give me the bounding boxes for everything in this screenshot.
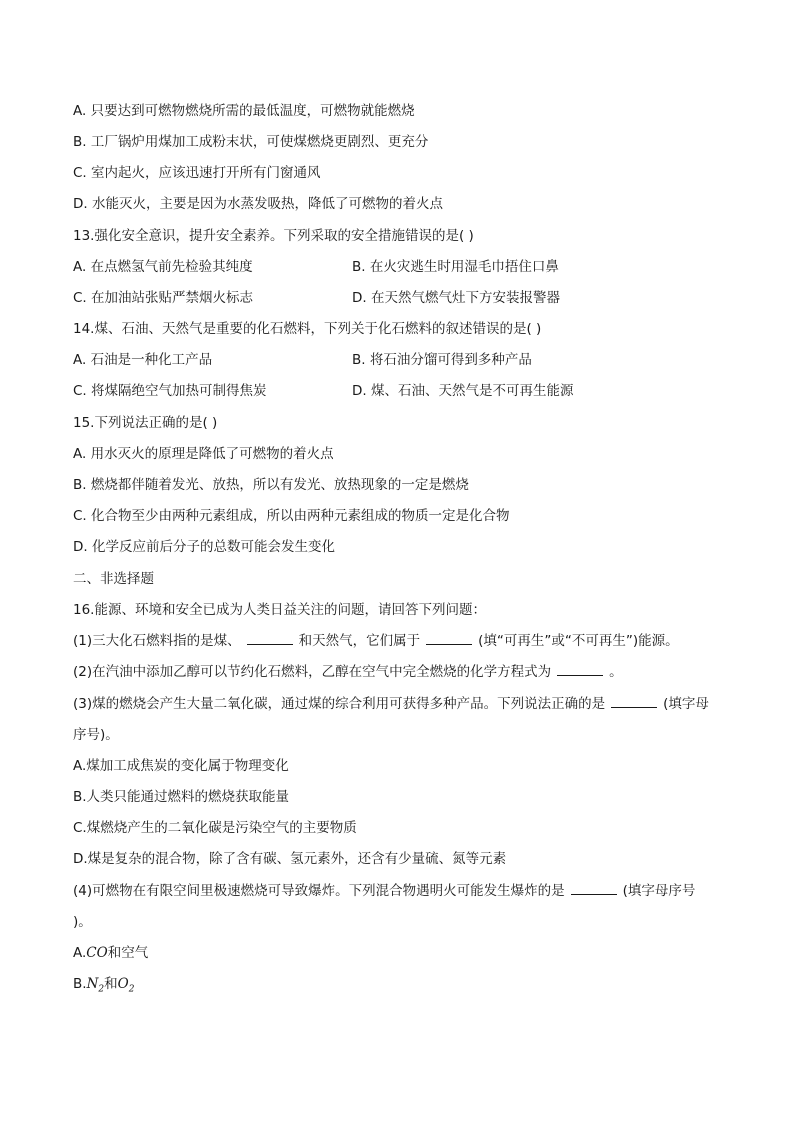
- answer-blank[interactable]: [611, 695, 657, 708]
- q16-part4: [73, 882, 695, 900]
- q16-part3-option-d: D.煤是复杂的混合物，除了含有碳、氢元素外，还含有少量硫、氮等元素: [73, 851, 507, 867]
- chem-formula: [86, 976, 105, 995]
- option-letter: A.: [73, 945, 87, 961]
- q16-part4-option-b: [73, 975, 134, 999]
- q15-stem: 15.下列说法正确的是( ): [73, 415, 218, 431]
- q14-option-c: C. 将煤隔绝空气加热可制得焦炭: [73, 383, 267, 399]
- q16-part4-text-b: (填字母序号: [622, 883, 696, 899]
- option-letter: B.: [73, 976, 87, 992]
- section-heading: 二、非选择题: [73, 571, 154, 587]
- q13-option-c: C. 在加油站张贴严禁烟火标志: [73, 290, 254, 306]
- q16-part3: [73, 695, 709, 713]
- q13-stem: 13.强化安全意识，提升安全素养。下列采取的安全措施错误的是( ): [73, 228, 474, 244]
- q12-option-c: C. 室内起火，应该迅速打开所有门窗通风: [73, 165, 321, 181]
- q13-option-b: B. 在火灾逃生时用湿毛巾捂住口鼻: [352, 259, 559, 275]
- q16-part4-text-a: (4)可燃物在有限空间里极速燃烧可导致爆炸。下列混合物遇明火可能发生爆炸的是: [73, 883, 565, 899]
- q14-option-a: A. 石油是一种化工产品: [73, 352, 213, 368]
- answer-blank[interactable]: [557, 663, 603, 676]
- q16-part3-option-a: A.煤加工成焦炭的变化属于物理变化: [73, 758, 289, 774]
- q16-part3-text-a: (3)煤的燃烧会产生大量二氧化碳，通过煤的综合利用可获得多种产品。下列说法正确的是: [73, 696, 606, 712]
- q16-part3-option-c: C.煤燃烧产生的二氧化碳是污染空气的主要物质: [73, 820, 357, 836]
- chem-subscript: 2: [98, 984, 105, 995]
- q16-part1-text-a: (1)三大化石燃料指的是煤、: [73, 633, 241, 649]
- q16-part2-text-b: 。: [609, 664, 623, 680]
- q15-option-a: A. 用水灭火的原理是降低了可燃物的着火点: [73, 446, 334, 462]
- chem-symbol: N: [86, 976, 99, 992]
- q15-option-d: D. 化学反应前后分子的总数可能会发生变化: [73, 539, 335, 555]
- q13-option-d: D. 在天然气燃气灶下方安装报警器: [352, 290, 560, 306]
- q12-option-a: A. 只要达到可燃物燃烧所需的最低温度，可燃物就能燃烧: [73, 103, 415, 119]
- q15-option-b: B. 燃烧都伴随着发光、放热，所以有发光、放热现象的一定是燃烧: [73, 477, 469, 493]
- q16-part1: [73, 632, 679, 650]
- q16-stem: 16.能源、环境和安全已成为人类日益关注的问题，请回答下列问题：: [73, 602, 486, 618]
- chem-formula: CO: [86, 945, 108, 961]
- q16-part4-cont: )。: [73, 914, 92, 930]
- answer-blank[interactable]: [571, 882, 617, 895]
- q16-part1-text-b: 和天然气，它们属于: [298, 633, 421, 649]
- answer-blank[interactable]: [426, 632, 472, 645]
- option-text: 和: [104, 976, 118, 992]
- q16-part2: [73, 663, 623, 681]
- q14-stem: 14.煤、石油、天然气是重要的化石燃料，下列关于化石燃料的叙述错误的是( ): [73, 321, 542, 337]
- q16-part1-text-c: (填“可再生”或“不可再生”)能源。: [478, 633, 679, 649]
- q12-option-b: B. 工厂锅炉用煤加工成粉末状，可使煤燃烧更剧烈、更充分: [73, 134, 429, 150]
- chem-subscript: 2: [128, 984, 135, 995]
- q12-option-d: D. 水能灭火，主要是因为水蒸发吸热，降低了可燃物的着火点: [73, 196, 443, 212]
- q16-part3-cont: 序号)。: [73, 727, 119, 743]
- q14-option-b: B. 将石油分馏可得到多种产品: [352, 352, 532, 368]
- q15-option-c: C. 化合物至少由两种元素组成，所以由两种元素组成的物质一定是化合物: [73, 508, 510, 524]
- q16-part3-option-b: B.人类只能通过燃料的燃烧获取能量: [73, 789, 290, 805]
- q14-option-d: D. 煤、石油、天然气是不可再生能源: [352, 383, 574, 399]
- q13-option-a: A. 在点燃氢气前先检验其纯度: [73, 259, 253, 275]
- option-text: 和空气: [107, 945, 149, 961]
- q16-part3-text-b: (填字母: [663, 696, 709, 712]
- q16-part2-text-a: (2)在汽油中添加乙醇可以节约化石燃料，乙醇在空气中完全燃烧的化学方程式为: [73, 664, 552, 680]
- q16-part4-option-a: [73, 944, 148, 962]
- chem-symbol: O: [117, 976, 129, 992]
- answer-blank[interactable]: [247, 632, 293, 645]
- chem-formula: [117, 976, 135, 995]
